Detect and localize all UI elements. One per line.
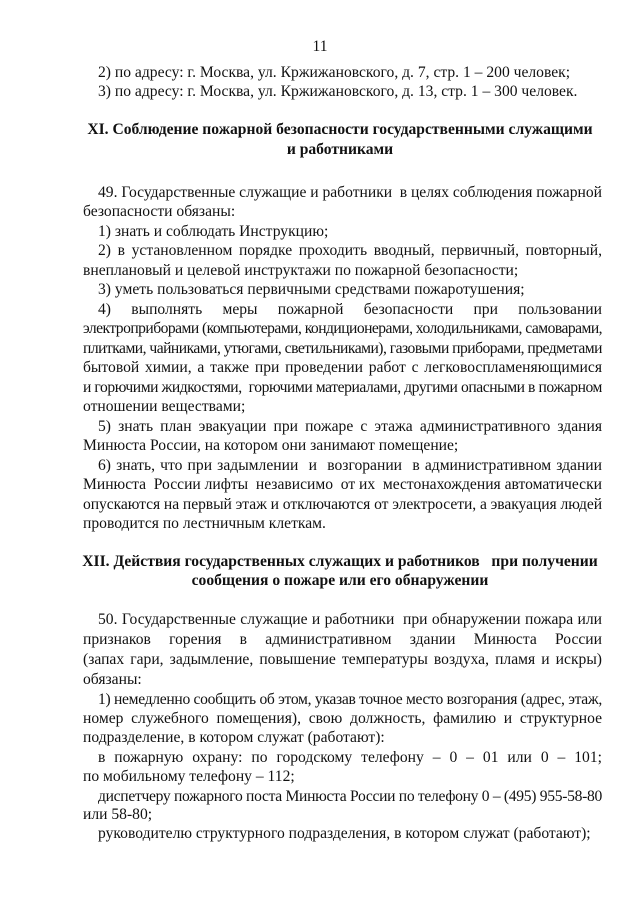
- list-item-2-cont: внеплановый и целевой инструктажи по пожарной безопасности;: [83, 262, 519, 279]
- list-item-3: 3) уметь пользоваться первичными средствами пожаротушения;: [98, 281, 525, 298]
- list-item-6-cont: опускаются на первый этаж и отключаются от электросети, а эвакуация людей: [83, 496, 603, 513]
- section-11-heading-cont: и работниками: [286, 141, 394, 158]
- paragraph-50-line: (запах гари, задымление, повышение температуры воздуха, пламя и искры): [83, 651, 602, 668]
- list-item-4-cont: и горючими жидкостями, горючими материалами, другими опасными в пожарном: [83, 379, 603, 396]
- list-item-4-cont: бытовой химии, а также при проведении работ с легковоспламеняющимися: [83, 359, 602, 376]
- list-item-5-cont: Минюста России, на котором они занимают помещение;: [83, 437, 459, 454]
- section-12-heading-cont: сообщения о пожаре или его обнаружении: [191, 572, 489, 589]
- fire-service-phone-cont: по мобильному телефону – 112;: [83, 768, 295, 785]
- unit-head-line: руководителю структурного подразделения, в котором служат (работают);: [98, 825, 591, 842]
- list-item-1: 1) немедленно сообщить об этом, указав точное место возгорания (адрес, этаж,: [98, 691, 602, 708]
- fire-service-phone: в пожарную охрану: по городскому телефону – 0 – 01 или 0 – 101;: [98, 749, 602, 766]
- list-item-6-cont: Минюста России лифты независимо от их местонахождения автоматически: [83, 476, 603, 493]
- list-item-1-cont: номер служебного помещения), свою должность, фамилию и структурное: [83, 710, 602, 727]
- paragraph-50-line: обязаны:: [83, 671, 142, 688]
- list-item-6-cont: проводится по лестничным клеткам.: [83, 515, 326, 532]
- page-number: 11: [312, 38, 328, 55]
- list-item-6: 6) знать, что при задымлении и возгорании в административном здании: [98, 457, 602, 474]
- list-item-2: 2) в установленном порядке проходить вводный, первичный, повторный,: [98, 242, 602, 259]
- paragraph-50-line: признаков горения в административном здании Минюста России: [83, 631, 602, 648]
- address-item-2: 2) по адресу: г. Москва, ул. Кржижановского, д. 7, стр. 1 – 200 человек;: [98, 64, 571, 81]
- list-item-1: 1) знать и соблюдать Инструкцию;: [98, 223, 329, 240]
- section-12-heading: XII. Действия государственных служащих и работников при получении: [82, 553, 598, 570]
- section-11-heading: XI. Соблюдение пожарной безопасности государственными служащими: [87, 121, 593, 138]
- list-item-4: 4) выполнять меры пожарной безопасности при пользовании: [98, 301, 602, 318]
- address-item-3: 3) по адресу: г. Москва, ул. Кржижановского, д. 13, стр. 1 – 300 человек.: [98, 83, 578, 100]
- paragraph-49-line: безопасности обязаны:: [83, 203, 236, 220]
- dispatcher-phone: диспетчеру пожарного поста Минюста России по телефону 0 – (495) 955-58-80: [98, 788, 602, 805]
- list-item-4-cont: плитками, чайниками, утюгами, светильниками), газовыми приборами, предметами: [83, 340, 602, 357]
- list-item-4-cont: электроприборами (компьютерами, кондиционерами, холодильниками, самоварами,: [83, 320, 602, 337]
- dispatcher-phone-cont: или 58-80;: [83, 806, 153, 823]
- paragraph-49-line: 49. Государственные служащие и работники в целях соблюдения пожарной: [98, 184, 602, 201]
- list-item-4-cont: отношении веществами;: [83, 398, 246, 415]
- list-item-1-cont: подразделение, в котором служат (работают):: [83, 729, 385, 746]
- paragraph-50-line: 50. Государственные служащие и работники при обнаружении пожара или: [98, 611, 602, 628]
- list-item-5: 5) знать план эвакуации при пожаре с этажа административного здания: [98, 418, 602, 435]
